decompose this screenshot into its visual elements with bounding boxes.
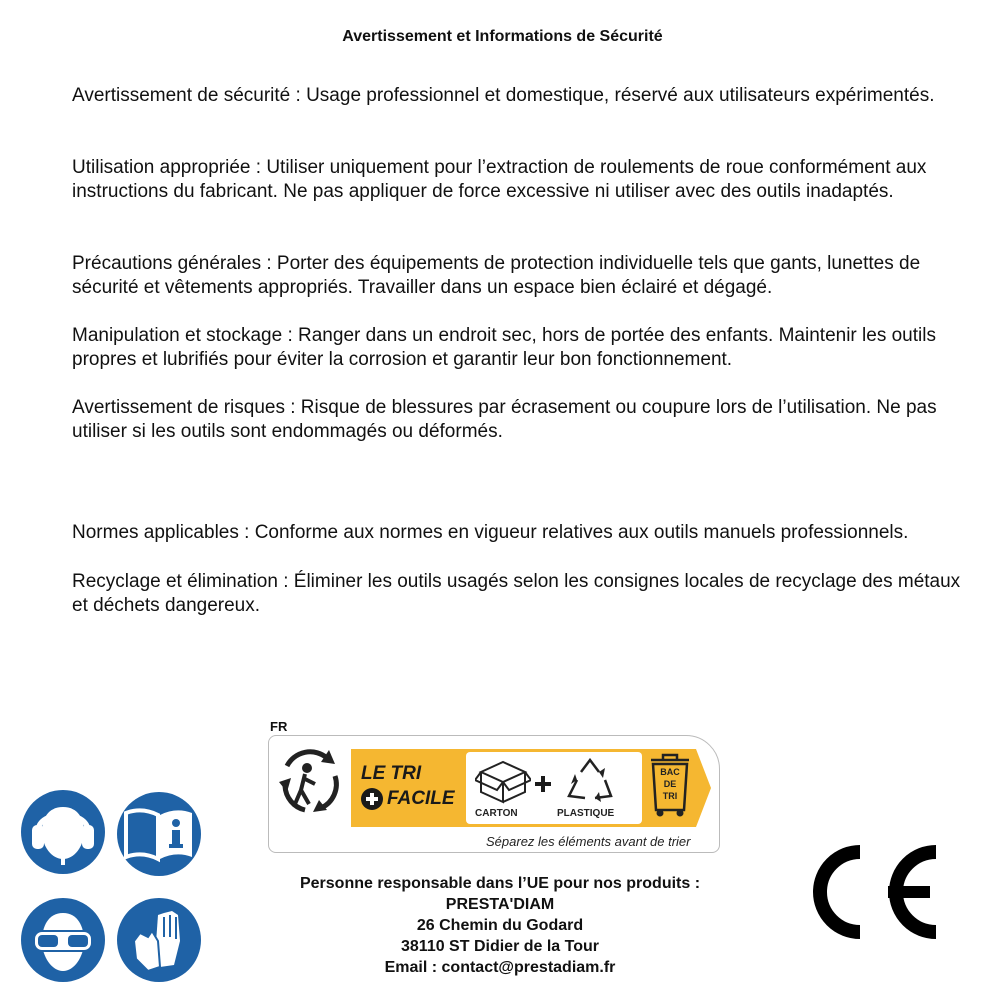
triman-country-code: FR	[270, 719, 288, 734]
triman-title-line2: FACILE	[387, 788, 455, 809]
document-title: Avertissement et Informations de Sécurité	[342, 28, 663, 45]
ear-protection-icon	[16, 785, 110, 879]
paragraph-general-precautions: Précautions générales : Porter des équipements de protection individuelle tels que gants, lunettes de sécurité et vêtements appropriés. Travailler dans un espace bien éclairé et dégagé.	[72, 253, 921, 298]
paragraph-handling-storage: Manipulation et stockage : Ranger dans un endroit sec, hors de portée des enfants. Maintenir les outils propres et lubrifiés pour éviter la corrosion et garantir leur bon fonctionnement.	[72, 325, 936, 370]
address-street: 26 Chemin du Godard	[416, 917, 584, 934]
triman-item-plastique: PLASTIQUE	[557, 808, 615, 819]
paragraph-risk-warning: Avertissement de risques : Risque de blessures par écrasement ou coupure lors de l’utilisation. Ne pas utiliser si les outils sont endommagés ou déformés.	[72, 397, 937, 442]
address-city: 38110 ST Didier de la Tour	[401, 938, 599, 955]
responsible-person-block	[200, 873, 800, 978]
contact-email: Email : contact@prestadiam.fr	[384, 959, 616, 976]
ce-mark-icon	[796, 842, 938, 942]
triman-instruction: Séparez les éléments avant de trier	[486, 834, 691, 849]
triman-logo	[268, 735, 720, 853]
triman-item-carton: CARTON	[475, 808, 518, 819]
gloves-icon	[112, 893, 206, 987]
bin-label-line1: BAC	[660, 767, 680, 777]
triman-person-icon	[277, 746, 345, 816]
plus-sign-icon	[533, 774, 553, 794]
paragraph-recycling: Recyclage et élimination : Éliminer les outils usagés selon les consignes locales de recyclage des métaux et déchets dangereux.	[72, 571, 961, 616]
eye-protection-icon	[16, 893, 110, 987]
carton-box-icon	[475, 756, 531, 804]
plus-icon	[361, 788, 383, 810]
triman-title-line1: LE TRI	[361, 763, 422, 784]
read-manual-icon	[112, 787, 206, 881]
paragraph-applicable-standards: Normes applicables : Conforme aux normes en vigueur relatives aux outils manuels professionnels.	[72, 522, 909, 543]
responsible-heading: Personne responsable dans l’UE pour nos produits :	[299, 875, 701, 892]
plastic-recycle-icon	[565, 758, 615, 804]
company-name: PRESTA'DIAM	[445, 896, 555, 913]
bin-label-line2: DE	[663, 779, 677, 789]
bin-label-line3: TRI	[662, 791, 678, 801]
paragraph-proper-use: Utilisation appropriée : Utiliser uniquement pour l’extraction de roulements de roue conformément aux instructions du fabricant. Ne pas appliquer de force excessive ni utiliser avec des outils inadaptés.	[72, 157, 927, 202]
paragraph-safety-warning: Avertissement de sécurité : Usage professionnel et domestique, réservé aux utilisateurs expérimentés.	[72, 85, 935, 106]
